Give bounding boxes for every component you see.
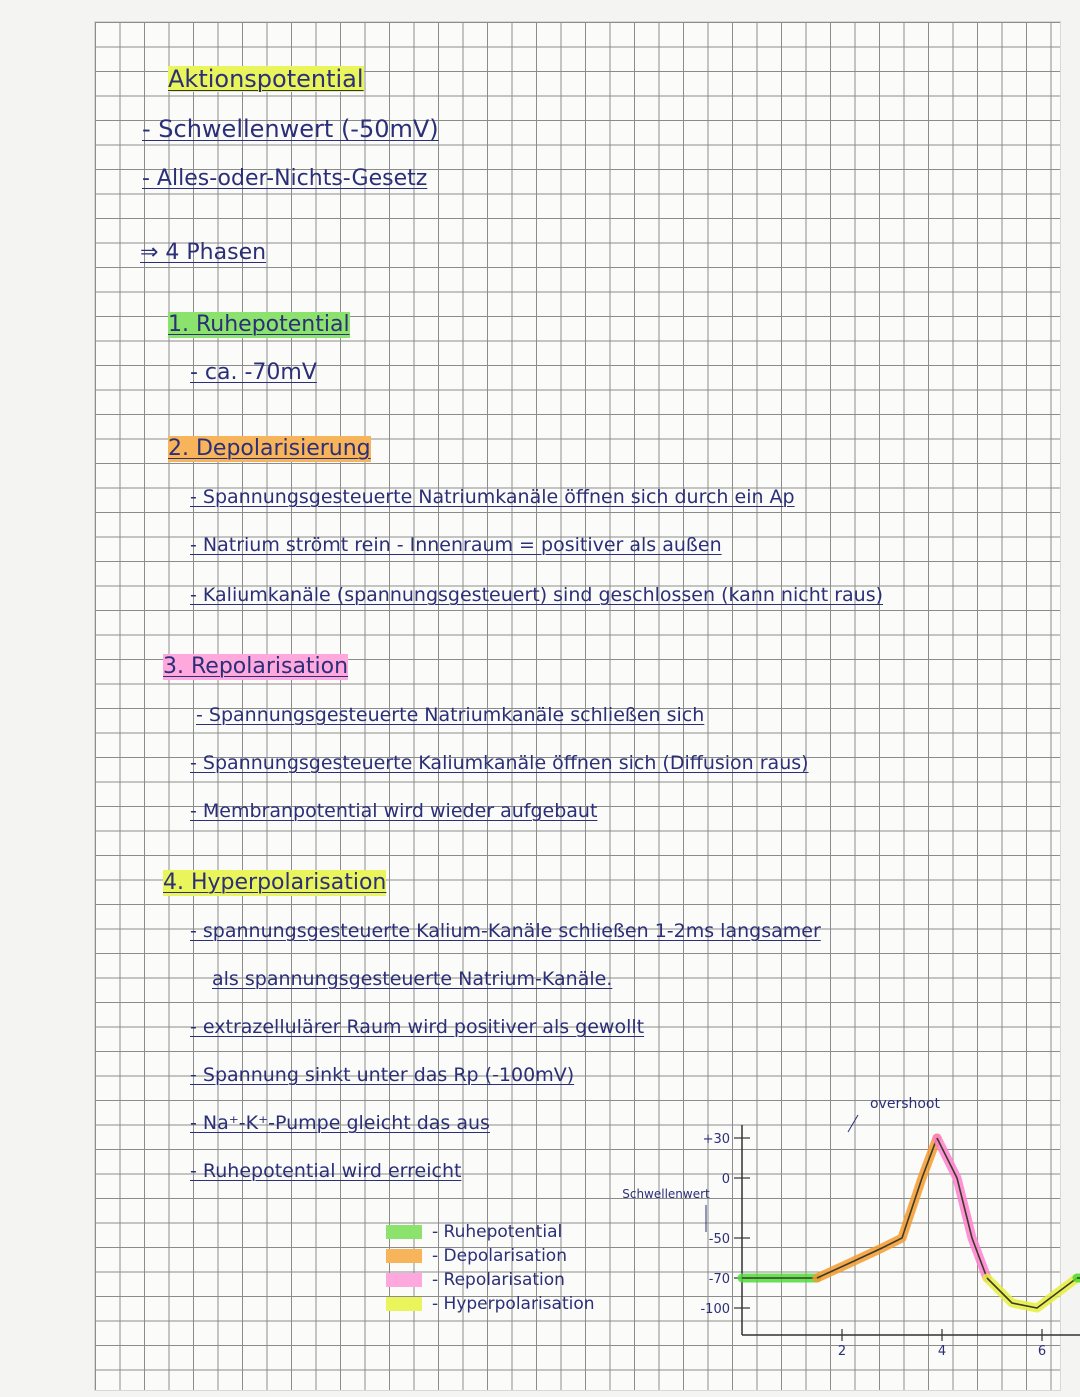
phase4-title: 4. Hyperpolarisation — [163, 870, 387, 895]
phase4-item: als spannungsgesteuerte Natrium-Kanäle. — [212, 968, 613, 990]
y-tick-label: -70 — [708, 1272, 730, 1287]
phase1-title: 1. Ruhepotential — [168, 312, 350, 337]
legend-label: - Ruhepotential — [432, 1222, 563, 1242]
x-tick-label: 2 — [837, 1344, 847, 1359]
phase4-item: - Na⁺-K⁺-Pumpe gleicht das aus — [190, 1112, 490, 1134]
threshold-label: Schwellenwert — [622, 1187, 710, 1201]
legend-label: - Hyperpolarisation — [432, 1294, 595, 1314]
x-tick-label: 6 — [1037, 1344, 1047, 1359]
phase3-item: - Spannungsgesteuerte Natriumkanäle schließen sich — [196, 704, 705, 726]
phase4-item: - extrazellulärer Raum wird positiver als gewollt — [190, 1016, 645, 1038]
series-line-depolarisation — [817, 1138, 937, 1278]
y-tick-label: +30 — [702, 1132, 730, 1147]
legend-label: - Repolarisation — [432, 1270, 565, 1290]
phase3-title: 3. Repolarisation — [163, 654, 349, 679]
intro-line: - Schwellenwert (-50mV) — [142, 115, 439, 143]
phase2-item: - Spannungsgesteuerte Natriumkanäle öffnen sich durch ein Ap — [190, 486, 795, 508]
y-tick-label: 0 — [721, 1172, 730, 1187]
y-tick-label: -50 — [708, 1232, 730, 1247]
series-highlight-depolarisation — [817, 1138, 937, 1278]
phase2-title: 2. Depolarisierung — [168, 436, 371, 461]
y-tick-label: -100 — [700, 1302, 730, 1317]
phase2-item: - Natrium strömt rein - Innenraum = positiver als außen — [190, 534, 722, 556]
phase3-item: - Spannungsgesteuerte Kaliumkanäle öffnen sich (Diffusion raus) — [190, 752, 809, 774]
page-title: Aktionspotential — [168, 65, 364, 93]
phases-heading: ⇒ 4 Phasen — [140, 240, 267, 265]
phase4-item: - Spannung sinkt unter das Rp (-100mV) — [190, 1064, 575, 1086]
phase4-item: - Ruhepotential wird erreicht — [190, 1160, 462, 1182]
overshoot-label: overshoot — [869, 1096, 941, 1112]
overshoot-arrow — [848, 1115, 858, 1132]
phase2-item: - Kaliumkanäle (spannungsgesteuert) sind geschlossen (kann nicht raus) — [190, 584, 884, 606]
phase3-item: - Membranpotential wird wieder aufgebaut — [190, 800, 598, 822]
intro-line: - Alles-oder-Nichts-Gesetz — [142, 166, 428, 191]
legend-label: - Depolarisation — [432, 1246, 567, 1266]
phase1-item: - ca. -70mV — [190, 360, 317, 385]
series-highlight-hyperpolarisation — [987, 1278, 1077, 1308]
x-tick-label: 4 — [937, 1344, 947, 1359]
phase4-item: - spannungsgesteuerte Kalium-Kanäle schließen 1-2ms langsamer — [190, 920, 821, 942]
